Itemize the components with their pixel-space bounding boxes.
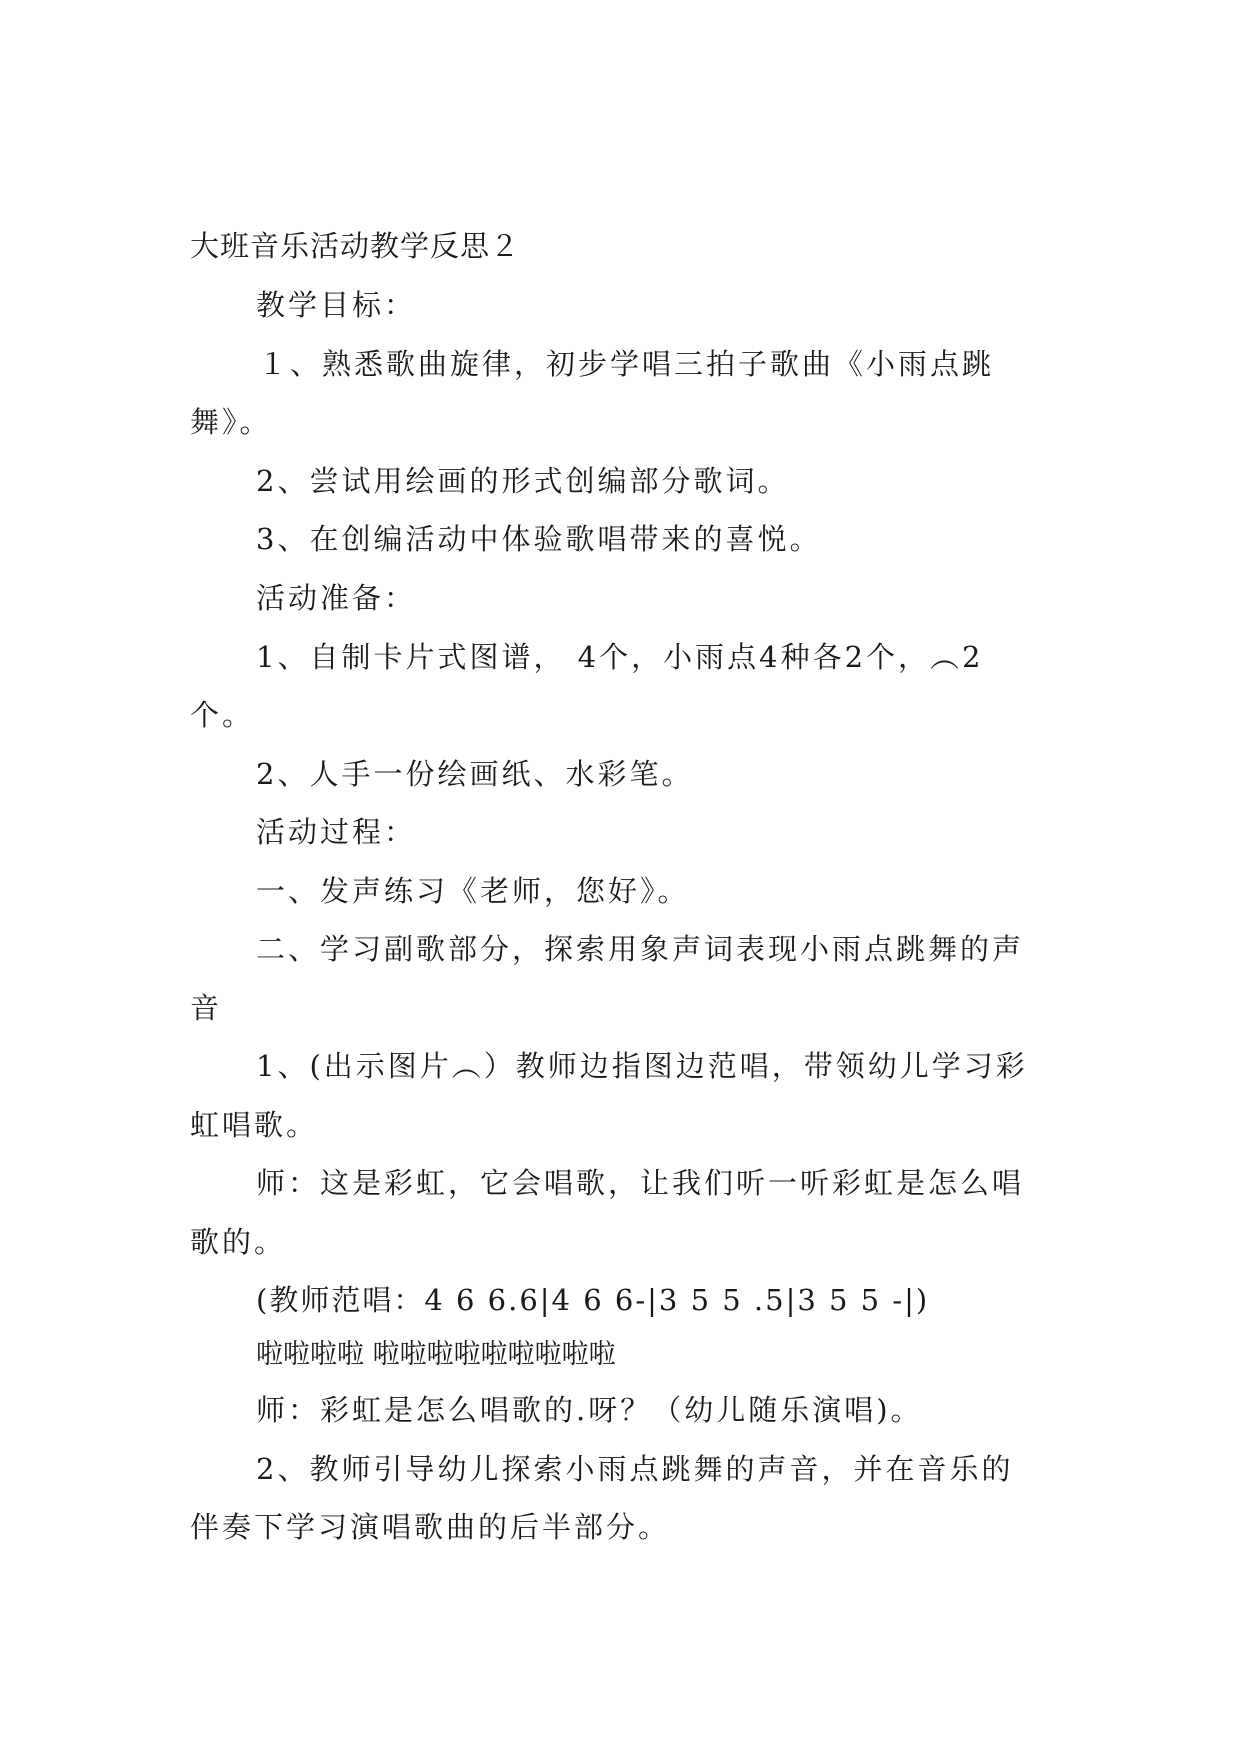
paragraph-line: １、熟悉歌曲旋律，初步学唱三拍子歌曲《小雨点跳 [258,347,995,381]
paragraph-line: 舞》。 [190,405,272,439]
music-notation: (教师范唱：4 6 6.6|4 6 6-|3 5 5 .5|3 5 5 -|) [256,1283,930,1317]
paragraph-line: 2、尝试用绘画的形式创编部分歌词。 [256,464,790,498]
paragraph-line: 一、发声练习《老师，您好》。 [256,874,690,908]
section-heading-process: 活动过程： [256,815,417,849]
paragraph-line: 二、学习副歌部分，探索用象声词表现小雨点跳舞的声 [256,932,1025,966]
paragraph-line: 1、自制卡片式图谱， 4个，小雨点4种各2个，︵2 [256,640,984,674]
paragraph-line: 3、在创编活动中体验歌唱带来的喜悦。 [256,522,822,556]
paragraph-line: 1、(出示图片︵）教师边指图边范唱，带领幼儿学习彩 [256,1049,1028,1083]
lyrics-line: 啦啦啦啦 啦啦啦啦啦啦啦啦啦 [256,1339,616,1370]
paragraph-line: 2、人手一份绘画纸、水彩笔。 [256,757,694,791]
paragraph-line: 虹唱歌。 [190,1108,319,1142]
paragraph-line: 歌的。 [190,1225,287,1259]
section-heading-preparation: 活动准备： [256,581,417,615]
paragraph-line: 音 [190,991,223,1025]
paragraph-line: 师：彩虹是怎么唱歌的.呀？（幼儿随乐演唱)。 [256,1393,923,1427]
paragraph-line: 个。 [190,698,255,732]
section-heading-goals: 教学目标： [256,288,417,322]
paragraph-line: 伴奏下学习演唱歌曲的后半部分。 [190,1510,671,1544]
paragraph-line: 2、教师引导幼儿探索小雨点跳舞的声音，并在音乐的 [256,1452,1014,1486]
paragraph-line: 师：这是彩虹，它会唱歌，让我们听一听彩虹是怎么唱 [256,1166,1025,1200]
document-title: 大班音乐活动教学反思２ [190,229,521,263]
